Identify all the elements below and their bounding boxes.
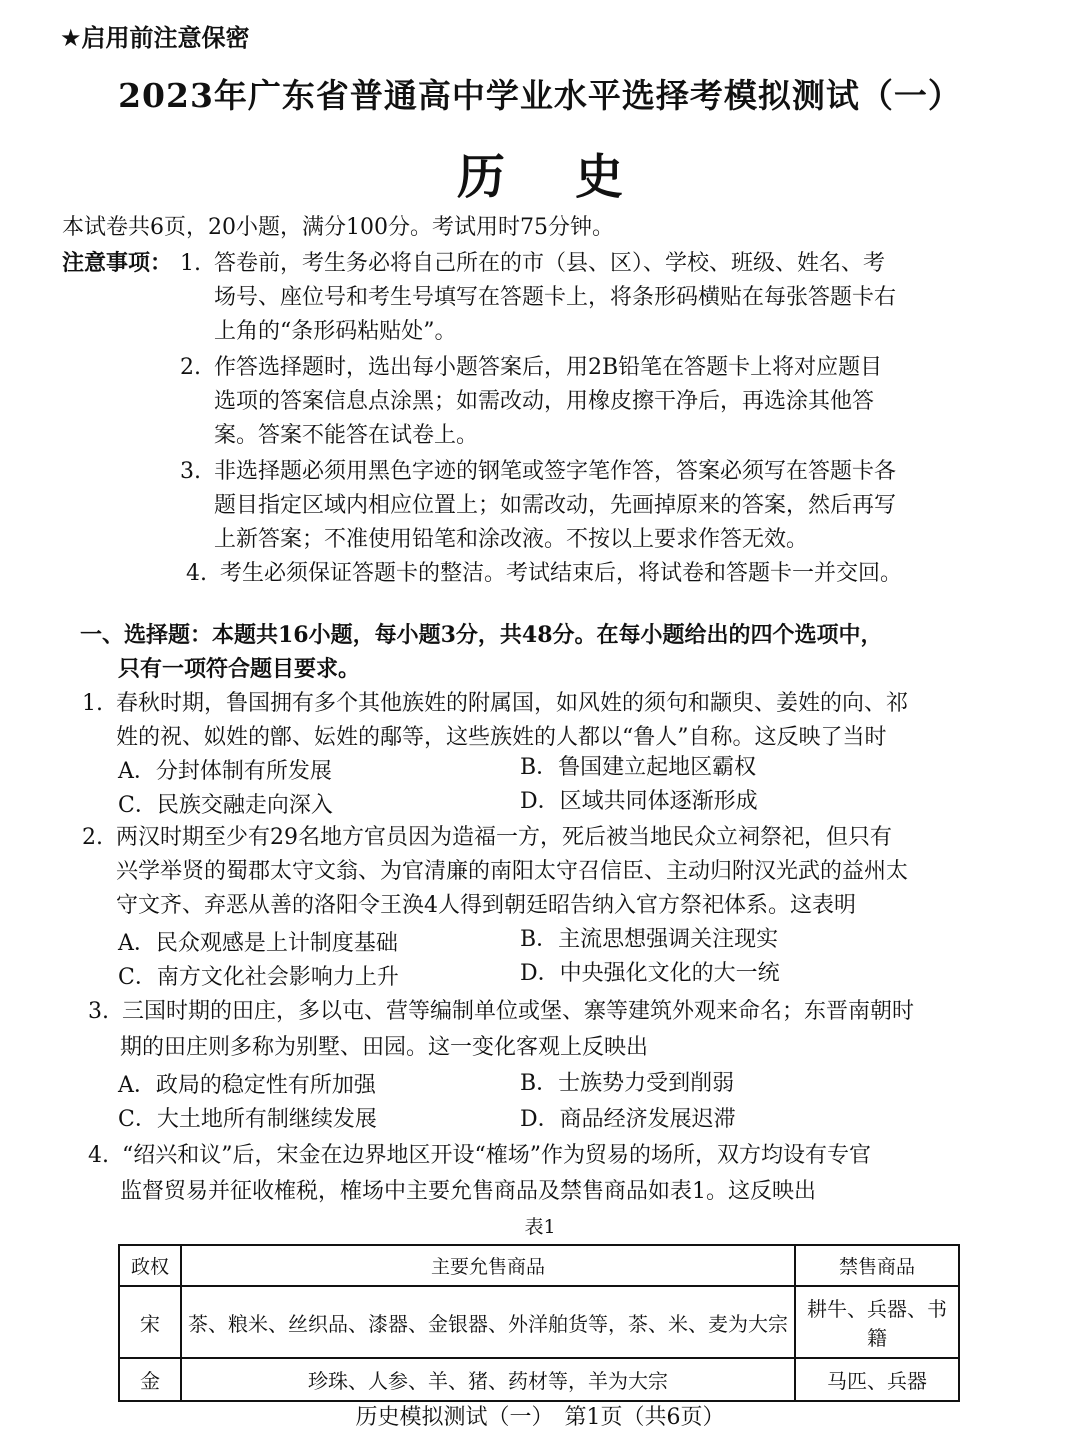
question-1-line-1: 1. 春秋时期，鲁国拥有多个其他族姓的附属国，如风姓的须句和颛臾、姜姓的向、祁	[82, 691, 909, 716]
table-header-cell: 政权	[119, 1245, 181, 1286]
notes-label: 注意事项：	[62, 250, 173, 276]
question-number: 2.	[82, 825, 103, 850]
question-number: 3.	[88, 999, 109, 1024]
note-1-line-2: 场号、座位号和考生号填写在答题卡上，将条形码横贴在每张答题卡右	[214, 285, 897, 310]
note-3-line-1: 3. 非选择题必须用黑色字迹的钢笔或签字笔作答，答案必须写在答题卡各	[180, 459, 897, 484]
table-header-row	[119, 1245, 959, 1286]
question-2-option-d: D．中央强化文化的大一统	[520, 961, 780, 986]
question-3-option-d: D．商品经济发展迟滞	[520, 1107, 736, 1132]
question-1-option-a: A．分封体制有所发展	[118, 759, 332, 784]
note-3-line-2: 题目指定区域内相应位置上；如需改动，先画掉原来的答案，然后再写	[214, 493, 897, 518]
question-2-line-2: 兴学举贤的蜀郡太守文翁、为官清廉的南阳太守召信臣、主动归附汉光武的益州太	[116, 859, 909, 884]
question-number: 4.	[88, 1143, 109, 1168]
table-row	[119, 1286, 959, 1358]
table-row	[119, 1358, 959, 1401]
table-cell: 茶、粮米、丝织品、漆器、金银器、外洋舶货等，茶、米、麦为大宗	[181, 1286, 795, 1358]
note-2-line-3: 案。答案不能答在试卷上。	[214, 423, 479, 448]
question-1-option-c: C．民族交融走向深入	[118, 793, 333, 818]
note-number: 1.	[180, 251, 201, 276]
confidential-note: ★启用前注意保密	[60, 24, 250, 52]
question-2-option-a: A．民众观感是上计制度基础	[118, 931, 398, 956]
note-2-line-1: 2. 作答选择题时，选出每小题答案后，用2B铅笔在答题卡上将对应题目	[180, 355, 883, 380]
question-3-option-c: C．大土地所有制继续发展	[118, 1107, 377, 1132]
question-number: 1.	[82, 691, 103, 716]
table-cell: 耕牛、兵器、书籍	[795, 1286, 959, 1358]
question-2-line-1: 2. 两汉时期至少有29名地方官员因为造福一方，死后被当地民众立祠祭祀，但只有	[82, 825, 892, 850]
page-footer: 历史模拟测试（一） 第1页（共6页）	[355, 1405, 725, 1430]
table-cell: 珍珠、人参、羊、猪、药材等，羊为大宗	[181, 1358, 795, 1401]
question-2-option-b: B．主流思想强调关注现实	[520, 927, 779, 952]
note-1-line-3: 上角的“条形码粘贴处”。	[214, 319, 457, 344]
question-3-option-a: A．政局的稳定性有所加强	[118, 1073, 376, 1098]
table-header-cell: 主要允售商品	[181, 1245, 795, 1286]
note-1-line-1: 1. 答卷前，考生务必将自己所在的市（县、区）、学校、班级、姓名、考	[180, 251, 886, 276]
note-number: 3.	[180, 459, 201, 484]
question-2-line-3: 守文齐、弃恶从善的洛阳令王涣4人得到朝廷昭告纳入官方祭祀体系。这表明	[116, 893, 856, 918]
question-4-line-1: 4. “绍兴和议”后，宋金在边界地区开设“榷场”作为贸易的场所，双方均设有专官	[88, 1143, 871, 1168]
subject-title: 历史	[456, 149, 693, 205]
table-cell: 宋	[119, 1286, 181, 1358]
question-3-option-b: B．士族势力受到削弱	[520, 1071, 735, 1096]
section-heading: 一、选择题：本题共16小题，每小题3分，共48分。在每小题给出的四个选项中，	[80, 622, 883, 648]
exam-intro: 本试卷共6页，20小题，满分100分。考试用时75分钟。	[62, 215, 614, 240]
question-4-line-2: 监督贸易并征收榷税，榷场中主要允售商品及禁售商品如表1。这反映出	[120, 1179, 816, 1204]
note-4-line-1: 4. 考生必须保证答题卡的整洁。考试结束后，将试卷和答题卡一并交回。	[186, 561, 903, 586]
note-3-line-3: 上新答案；不准使用铅笔和涂改液。不按以上要求作答无效。	[214, 527, 809, 552]
question-3-line-1: 3. 三国时期的田庄，多以屯、营等编制单位或堡、寨等建筑外观来命名；东晋南朝时	[88, 999, 915, 1024]
exam-title: 2023年广东省普通高中学业水平选择考模拟测试（一）	[118, 76, 962, 115]
question-1-line-2: 姓的祝、姒姓的鄫、妘姓的鄅等，这些族姓的人都以“鲁人”自称。这反映了当时	[116, 725, 887, 750]
goods-table	[118, 1244, 960, 1402]
section-heading-line-2: 只有一项符合题目要求。	[118, 656, 361, 682]
table-header-cell: 禁售商品	[795, 1245, 959, 1286]
note-2-line-2: 选项的答案信息点涂黑；如需改动，用橡皮擦干净后，再选涂其他答	[214, 389, 875, 414]
question-2-option-c: C．南方文化社会影响力上升	[118, 965, 399, 990]
question-3-line-2: 期的田庄则多称为别墅、田园。这一变化客观上反映出	[120, 1035, 649, 1060]
table-cell: 金	[119, 1358, 181, 1401]
table-cell: 马匹、兵器	[795, 1358, 959, 1401]
note-number: 2.	[180, 355, 201, 380]
question-1-option-d: D．区域共同体逐渐形成	[520, 789, 758, 814]
note-number: 4.	[186, 561, 207, 586]
question-1-option-b: B．鲁国建立起地区霸权	[520, 755, 757, 780]
table-caption: 表1	[524, 1216, 556, 1238]
